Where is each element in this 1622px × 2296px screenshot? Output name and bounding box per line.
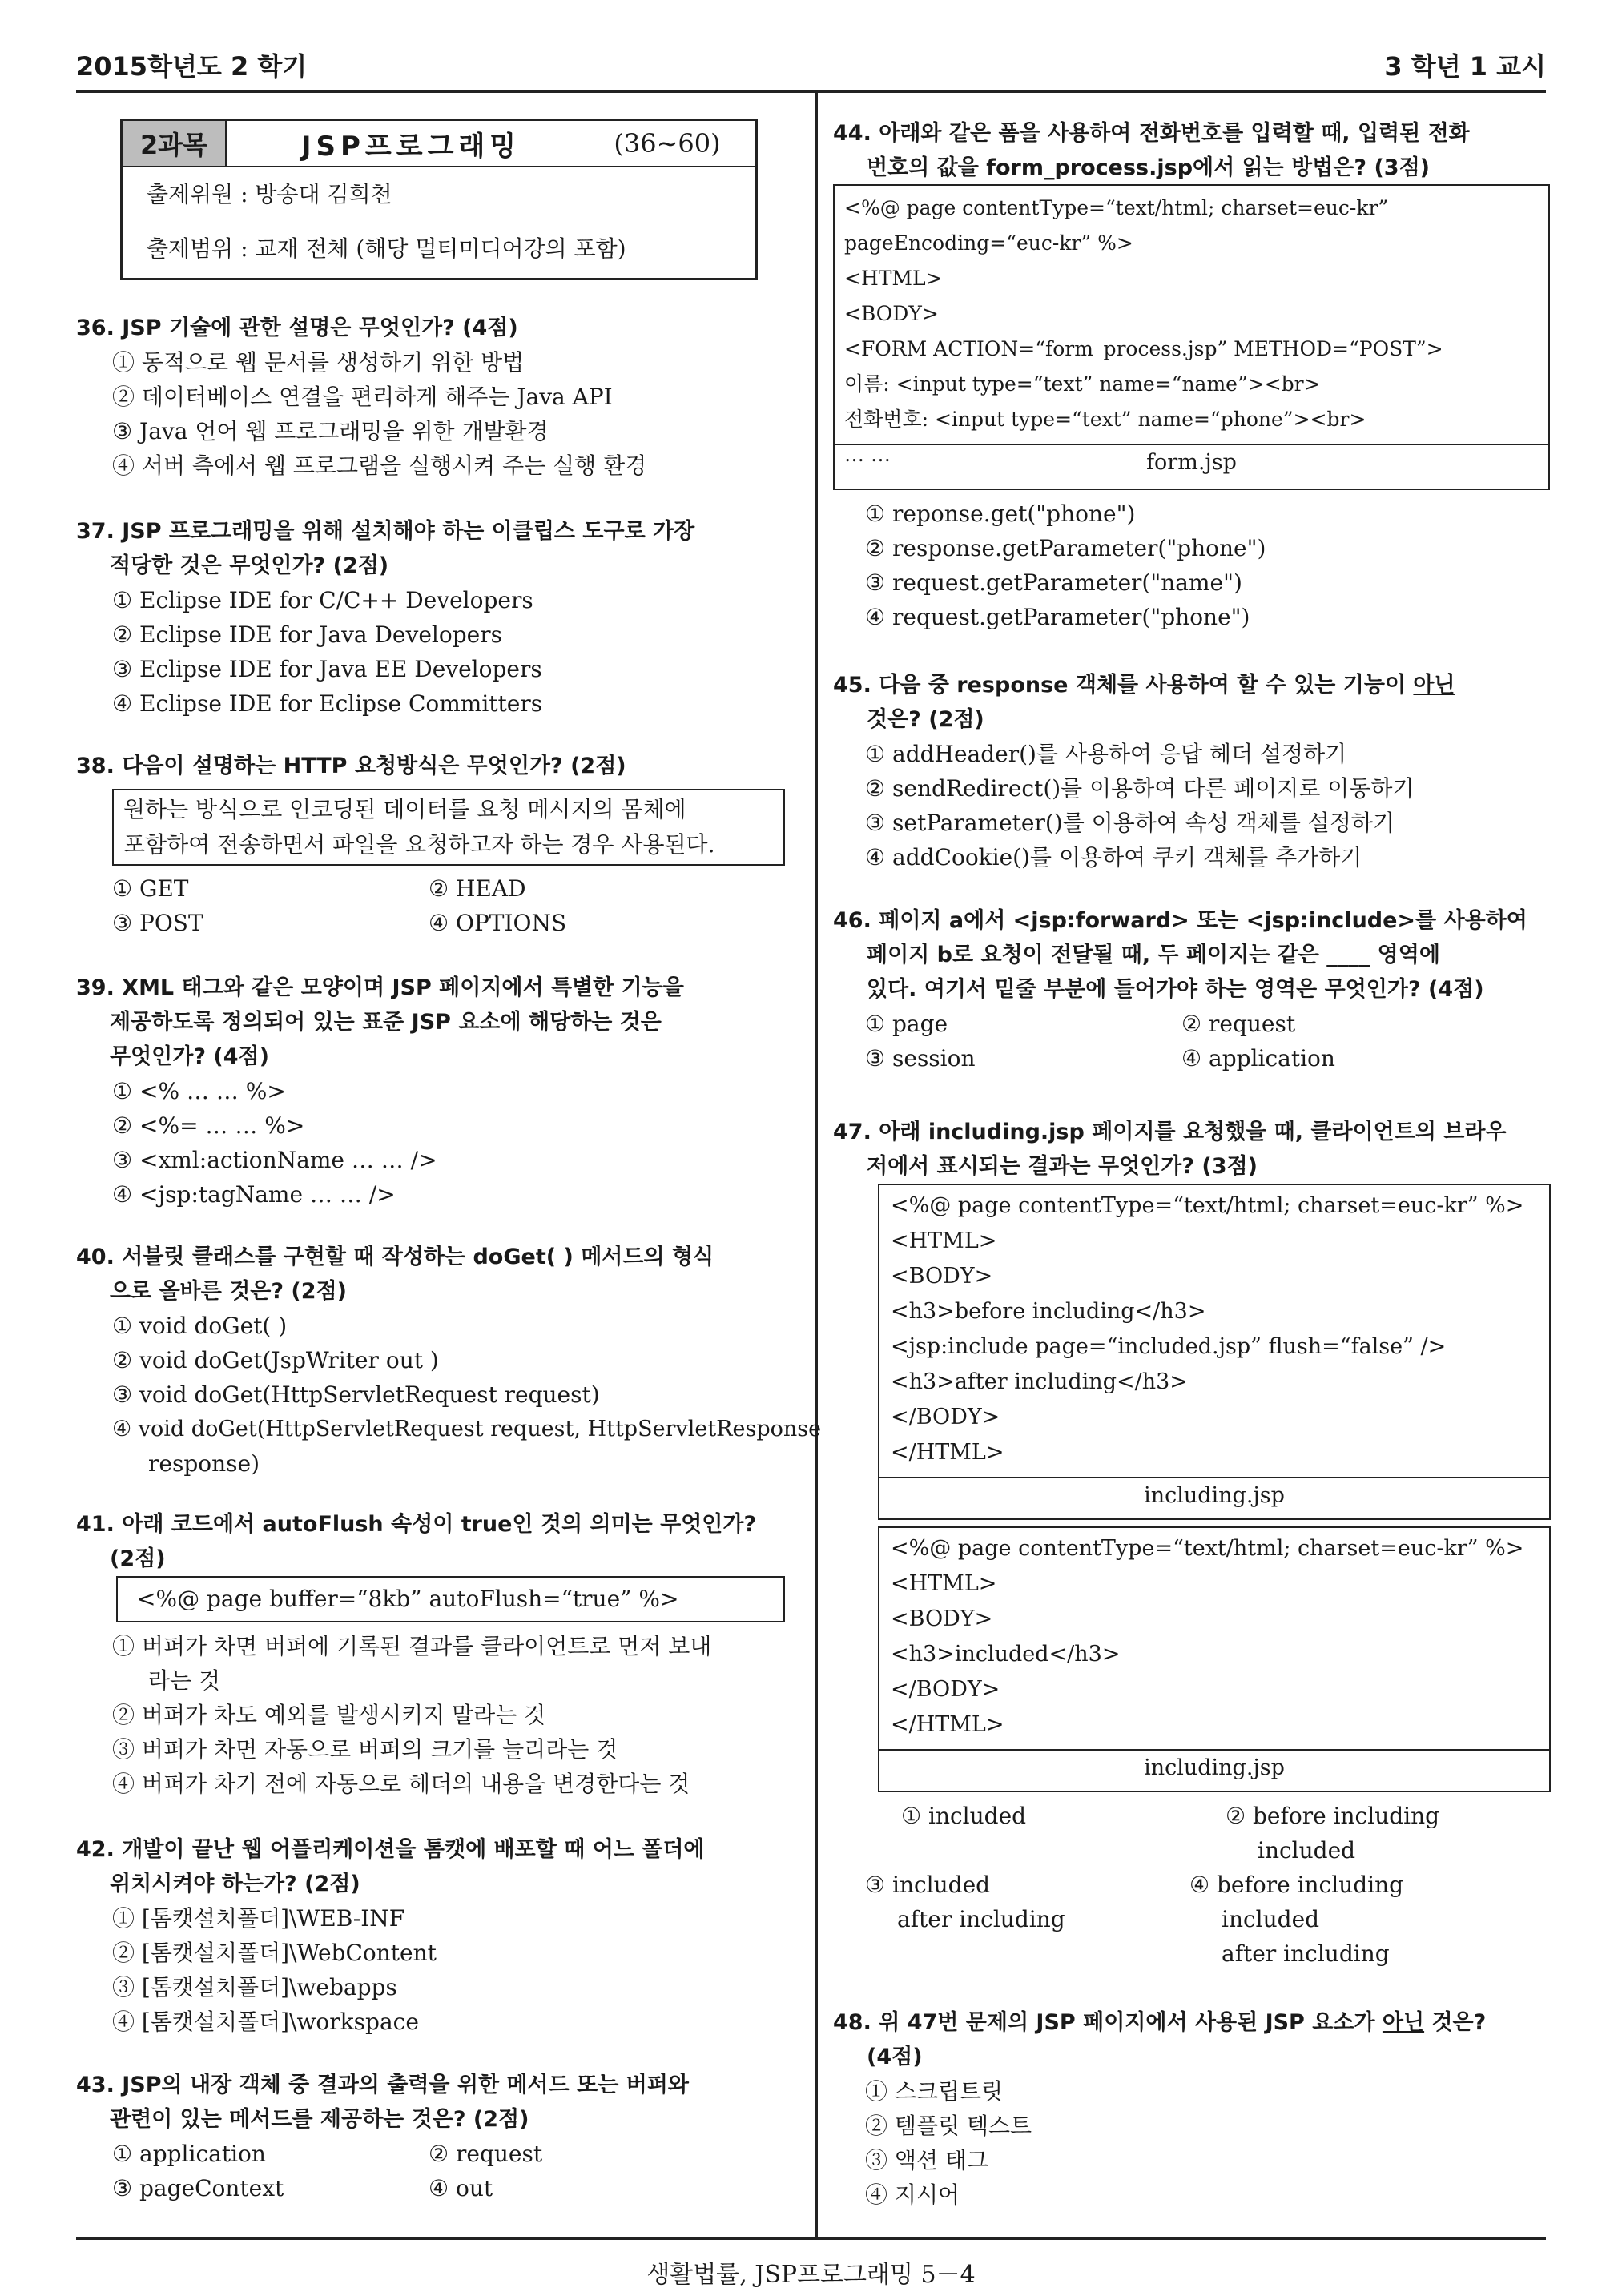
code-line: <FORM ACTION=“form_process.jsp” METHOD=“POST”> [844,337,1443,360]
option-2: ② request [1181,1011,1296,1037]
question-number: 46. [833,908,871,933]
option-1: ① addHeader()를 사용하여 응답 헤더 설정하기 [865,741,1347,767]
code-line: <%@ page contentType=“text/html; charset=euc-kr” %> [891,1193,1524,1218]
option-3-wrap [865,1868,1189,1971]
exam-year-term: 2015학년도 2 학기 [76,51,308,82]
option-4: ④ [톰캣설치폴더]\workspace [112,2008,419,2035]
code-line: <h3>before including</h3> [891,1299,1206,1324]
question-text-cont: 페이지 b로 요청이 전달될 때, 두 페이지는 같은 ____ 영역에 [867,943,1440,967]
code-line: <jsp:include page=“included.jsp” flush=“false” /> [891,1334,1447,1359]
question-number: 47. [833,1120,871,1144]
code-line: </BODY> [891,1677,1000,1702]
option-1: ① page [865,1011,948,1037]
code-line: <BODY> [844,302,939,325]
option-4: ④ application [1181,1045,1335,1072]
option-4: ④ out [429,2175,493,2202]
question-38-options [76,871,801,940]
option-1: ① 버퍼가 차면 버퍼에 기록된 결과를 클라이언트로 먼저 보내 [112,1633,712,1659]
question-text: 서블릿 클래스를 구현할 때 작성하는 doGet( ) 메서드의 형식 [122,1245,714,1269]
option-4: ④ 지시어 [865,2181,960,2208]
question-39 [76,971,801,1212]
option-4: ④ request.getParameter("phone") [865,604,1250,630]
option-4: ④ void doGet(HttpServletRequest request, HttpServletResponse [112,1417,822,1442]
option-4-cont: response) [148,1450,260,1477]
question-text-cont: 제공하도록 정의되어 있는 표준 JSP 요소에 해당하는 것은 [110,1010,662,1035]
option-1-wrap [865,1799,1226,1868]
footer-rule [76,2237,1546,2240]
option-1: ① void doGet( ) [112,1313,288,1339]
code-line: <BODY> [891,1264,993,1289]
option-4: ④ addCookie()를 이용하여 쿠키 객체를 추가하기 [865,844,1362,871]
option-3: ③ setParameter()를 이용하여 속성 객체를 설정하기 [865,810,1395,836]
option-4: ④ 버퍼가 차기 전에 자동으로 헤더의 내용을 변경한다는 것 [112,1771,690,1797]
option-3: ③ pageContext [112,2175,284,2202]
option-2: ② 템플릿 텍스트 [865,2113,1032,2139]
option-1-cont: 라는 것 [148,1667,221,1694]
option-4-cont: included [1222,1906,1320,1932]
question-text-cont: 저에서 표시되는 결과는 무엇인가? (3점) [867,1154,1258,1179]
question-number: 44. [833,121,871,146]
question-46 [833,903,1554,1076]
description-line: 포함하여 전송하면서 파일을 요청하고자 하는 경우 사용된다. [123,831,715,858]
code-line: <h3>after including</h3> [891,1369,1188,1394]
code-line: </HTML> [891,1440,1004,1465]
question-number: 45. [833,673,871,698]
code-line: </HTML> [891,1712,1004,1737]
question-text-cont: 있다. 여기서 밑줄 부분에 들어가야 하는 영역은 무엇인가? (4점) [867,977,1484,1002]
question-range: (36∼60) [614,128,721,159]
code-line: <h3>included</h3> [891,1642,1121,1667]
question-number: 40. [76,1245,115,1269]
question-text: JSP의 내장 객체 중 결과의 출력을 위한 메서드 또는 버퍼와 [122,2073,689,2097]
option-4: ④ <jsp:tagName … … /> [112,1181,396,1208]
question-37 [76,514,801,721]
option-1: ① GET [112,875,189,902]
option-1: ① Eclipse IDE for C/C++ Developers [112,587,533,613]
question-text: 페이지 a에서 <jsp:forward> 또는 <jsp:include>를 사용하여 [879,908,1527,933]
option-1: ① 스크립트릿 [865,2078,1004,2105]
option-2-cont: included [1258,1837,1356,1864]
subject-box [120,119,758,280]
option-3: ③ session [865,1045,976,1072]
code-caption: including.jsp [879,1749,1549,1786]
option-3: ③ included [865,1872,991,1898]
question-47-options [833,1799,1554,1971]
question-text: 다음 중 response 객체를 사용하여 할 수 있는 기능이 [879,673,1414,698]
code-line: <BODY> [891,1606,993,1631]
question-48 [833,2005,1554,2212]
option-2: ② [톰캣설치폴더]\WebContent [112,1940,437,1966]
question-number: 37. [76,519,115,544]
page-footer: 생활법률, JSP프로그래밍 5－4 [646,2261,976,2289]
code-line: <HTML> [891,1228,997,1253]
code-line: <%@ page contentType=“text/html; charset=euc-kr” pageEncoding=“euc-kr” %> [844,196,1389,255]
subject-scope: 출제범위 : 교재 전체 (해당 멀티미디어강의 포함) [147,235,626,262]
question-text: 개발이 끝난 웹 어플리케이션을 톰캣에 배포할 때 어느 폴더에 [122,1837,705,1862]
option-4: ④ OPTIONS [429,910,567,936]
option-2: ② request [429,2141,543,2167]
question-text: 위 47번 문제의 JSP 페이지에서 사용된 JSP 요소가 [879,2010,1383,2035]
option-1: ① reponse.get("phone") [865,501,1136,527]
question-text-cont: 관련이 있는 메서드를 제공하는 것은? (2점) [110,2107,529,2132]
option-3-cont: after including [897,1906,1065,1932]
question-45 [833,668,1554,875]
code-box [116,1576,785,1622]
option-3: ③ [톰캣설치폴더]\webapps [112,1974,397,2000]
option-2: ② Eclipse IDE for Java Developers [112,621,502,648]
question-text: JSP 프로그래밍을 위해 설치해야 하는 이클립스 도구로 가장 [122,519,695,544]
question-text: 아래 코드에서 autoFlush 속성이 true인 것의 의미는 무엇인가? [122,1512,757,1537]
question-number: 48. [833,2010,871,2035]
option-2: ② HEAD [429,875,526,902]
question-text: 다음이 설명하는 HTTP 요청방식은 무엇인가? (2점) [122,754,626,778]
question-41 [76,1507,801,1576]
option-3: ③ POST [112,910,203,936]
description-box [112,789,785,866]
code-line: … … [844,443,891,466]
question-44 [833,116,1554,185]
question-number: 39. [76,975,115,1000]
question-text-cont: 적당한 것은 무엇인가? (2점) [110,553,389,578]
question-38 [76,749,801,783]
code-line: <%@ page buffer=“8kb” autoFlush=“true” %> [137,1586,679,1612]
subject-title: JSP프로그래밍 [300,130,521,163]
question-text-cont: 위치시켜야 하는가? (2점) [110,1872,360,1896]
option-1: ① <% … … %> [112,1078,286,1104]
question-43 [76,2068,801,2206]
code-box-included [878,1526,1551,1792]
question-number: 36. [76,316,115,340]
option-3: ③ 버퍼가 차면 자동으로 버퍼의 크기를 늘리라는 것 [112,1736,618,1763]
question-text-cont: (4점) [867,2045,923,2069]
question-text: JSP 기술에 관한 설명은 무엇인가? (4점) [122,316,518,340]
question-number: 41. [76,1512,115,1537]
code-line: <%@ page contentType=“text/html; charset=euc-kr” %> [891,1536,1524,1561]
emphasis-not: 아닌 [1413,673,1455,698]
question-text-cont: 것은? (2점) [867,707,984,732]
option-3: ③ <xml:actionName … … /> [112,1147,437,1173]
emphasis-not: 아닌 [1382,2010,1425,2035]
option-2: ② <%= … … %> [112,1112,305,1139]
option-4: ④ Eclipse IDE for Eclipse Committers [112,690,543,717]
subject-authors: 출제위원 : 방송대 김희천 [123,167,755,219]
description-line: 원하는 방식으로 인코딩된 데이터를 요청 메시지의 몸체에 [123,796,686,822]
question-text-end: 것은? [1424,2010,1487,2035]
question-47 [833,1115,1554,1184]
option-4: ④ before including [1189,1872,1404,1898]
code-line: 이름: <input type=“text” name=“name”><br> [844,372,1321,396]
code-line: <HTML> [891,1571,997,1596]
header-rule [76,90,1546,93]
option-1: ① 동적으로 웹 문서를 생성하기 위한 방법 [112,349,525,376]
option-3: ③ Eclipse IDE for Java EE Developers [112,656,542,682]
option-1: ① [톰캣설치폴더]\WEB-INF [112,1905,405,1932]
option-2: ② 데이터베이스 연결을 편리하게 해주는 Java API [112,384,613,410]
option-2: ② response.getParameter("phone") [865,535,1266,561]
question-number: 38. [76,754,115,778]
option-2-wrap [1226,1799,1439,1868]
option-3: ③ void doGet(HttpServletRequest request) [112,1381,600,1408]
question-36 [76,311,801,483]
code-line: </BODY> [891,1405,1000,1429]
column-divider [815,91,818,2238]
code-line: <HTML> [844,267,943,290]
question-text-cont: 으로 올바른 것은? (2점) [110,1279,347,1304]
code-caption: form.jsp [835,444,1548,481]
question-text: XML 태그와 같은 모양이며 JSP 페이지에서 특별한 기능을 [122,975,684,1000]
code-box-including [878,1184,1551,1520]
question-42 [76,1832,801,2039]
option-4: ④ 서버 측에서 웹 프로그램을 실행시켜 주는 실행 환경 [112,452,647,479]
question-text: 아래 including.jsp 페이지를 요청했을 때, 클라이언트의 브라우 [879,1120,1507,1144]
grade-period: 3 학년 1 교시 [1384,51,1546,82]
question-text-cont: (2점) [110,1546,166,1571]
question-44-options [833,497,1554,634]
option-2: ② before including [1226,1803,1440,1829]
subject-label: 2과목 [123,121,227,166]
option-1: ① application [112,2141,266,2167]
option-3: ③ Java 언어 웹 프로그래밍을 위한 개발환경 [112,418,549,444]
code-caption: including.jsp [879,1477,1549,1514]
option-3: ③ request.getParameter("name") [865,569,1242,596]
question-text-cont: 무엇인가? (4점) [110,1044,269,1069]
question-40 [76,1240,822,1481]
option-2: ② void doGet(JspWriter out ) [112,1347,439,1373]
question-text-cont: 번호의 값을 form_process.jsp에서 읽는 방법은? (3점) [867,155,1430,180]
option-2: ② 버퍼가 차도 예외를 발생시키지 말라는 것 [112,1702,546,1728]
option-2: ② sendRedirect()를 이용하여 다른 페이지로 이동하기 [865,775,1415,802]
code-box-form [833,184,1550,490]
question-41-options [76,1629,801,1801]
option-4-wrap [1189,1868,1403,1971]
question-number: 42. [76,1837,115,1862]
question-text: 아래와 같은 폼을 사용하여 전화번호를 입력할 때, 입력된 전화 [879,121,1470,146]
question-number: 43. [76,2073,115,2097]
option-3: ③ 액션 태그 [865,2147,988,2173]
code-line: 전화번호: <input type=“text” name=“phone”><br> [844,408,1366,431]
option-1: ① included [901,1803,1027,1829]
option-4-cont: after including [1222,1940,1390,1967]
